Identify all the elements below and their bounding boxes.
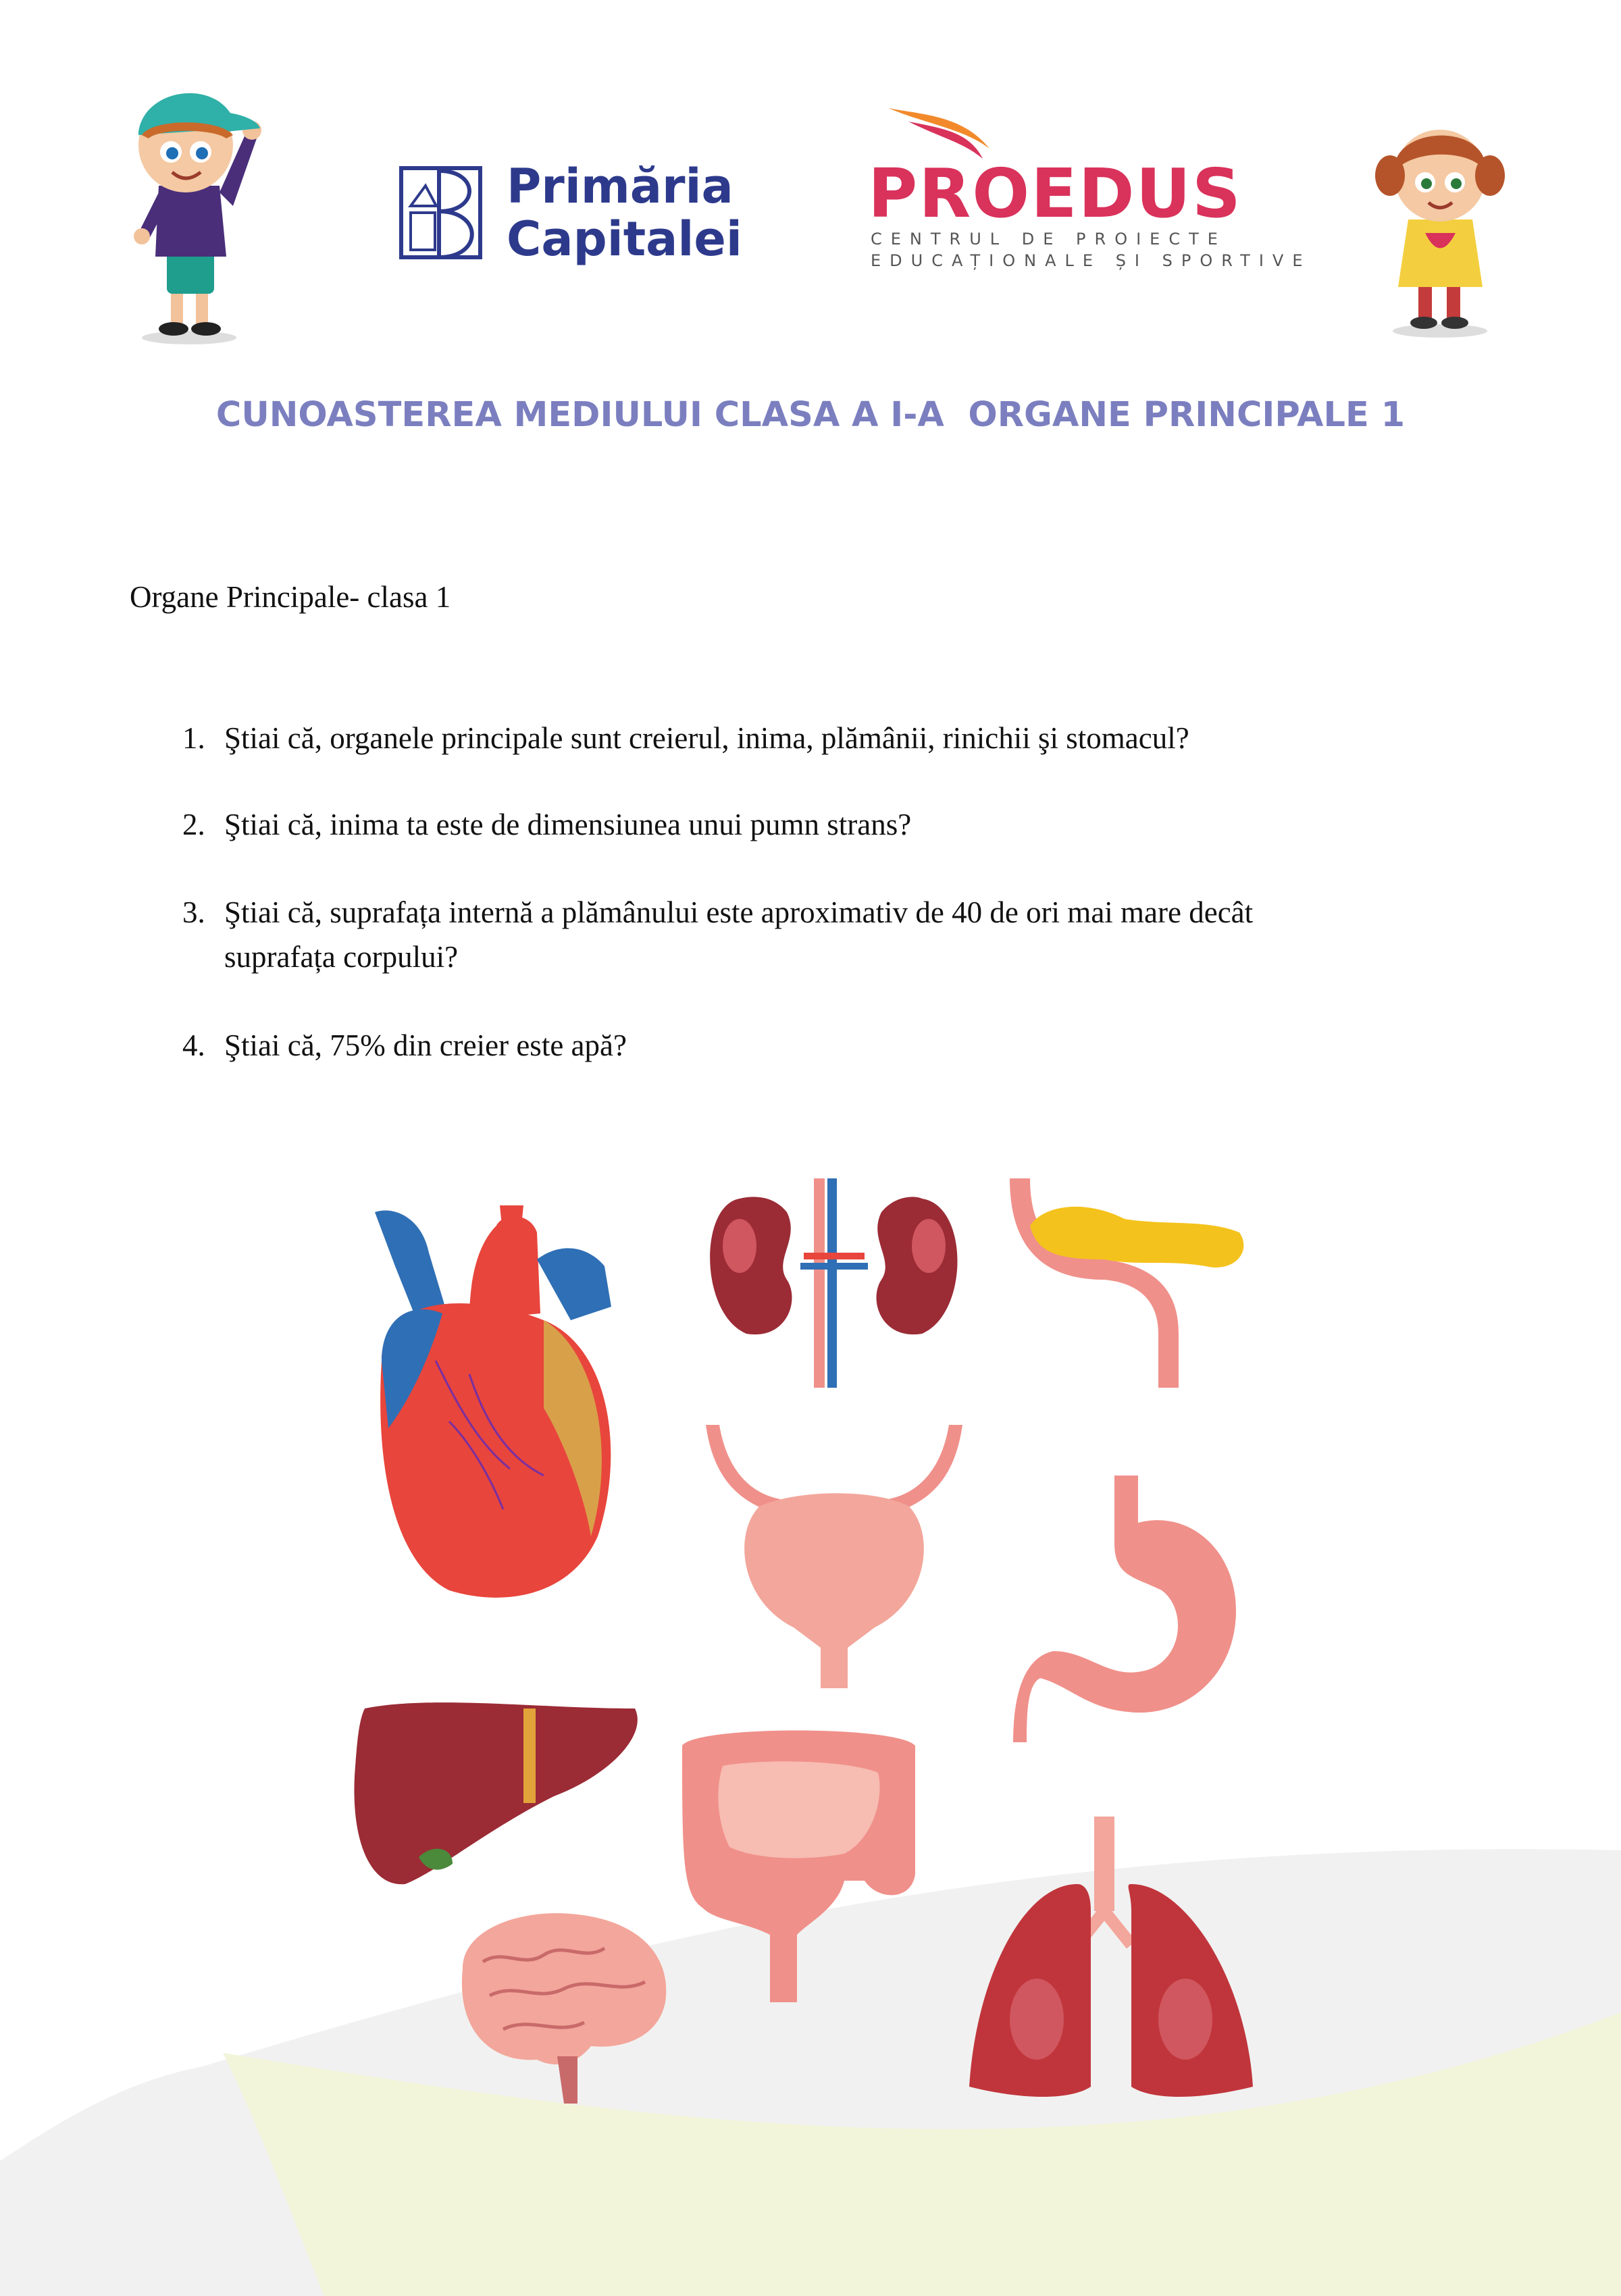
kidneys-organ-image xyxy=(699,1178,969,1388)
heart-organ-image xyxy=(368,1185,628,1607)
lungs-organ-image xyxy=(962,1817,1260,2100)
flame-icon xyxy=(881,101,1017,162)
liver-organ-image xyxy=(351,1695,648,1887)
bladder-organ-image xyxy=(699,1425,969,1688)
fact-text: Ştiai că, suprafața internă a plămânului este aproximativ de 40 de ori mai mare decât xyxy=(224,895,1254,929)
fact-number: 1. xyxy=(182,721,205,755)
primaria-emblem-icon xyxy=(398,165,483,260)
fact-number: 2. xyxy=(182,808,205,841)
fact-text: Ştiai că, organele principale sunt creierul, inima, plămânii, rinichii şi stomacul? xyxy=(224,721,1189,755)
fact-text: Ştiai că, 75% din creier este apă? xyxy=(224,1028,627,1062)
girl-mascot-image xyxy=(1371,108,1510,341)
primaria-line2: Capitalei xyxy=(507,211,742,267)
proedus-subline1: CENTRUL DE PROIECTE xyxy=(871,230,1227,249)
intestines-organ-image xyxy=(675,1719,925,2002)
primaria-capitalei-logo xyxy=(398,159,742,267)
boy-mascot-image xyxy=(111,71,263,348)
fact-text: Ştiai că, inima ta este de dimensiunea unui pumn strans? xyxy=(224,808,912,841)
page-title: CUNOASTEREA MEDIULUI CLASA A I-A ORGANE PRINCIPALE 1 xyxy=(215,395,1406,435)
section-subtitle: Organe Principale- clasa 1 xyxy=(130,580,451,614)
brain-organ-image xyxy=(442,1901,679,2104)
proedus-subline2: EDUCAȚIONALE ȘI SPORTIVE xyxy=(871,251,1312,270)
fact-number: 4. xyxy=(182,1028,205,1062)
fact-number: 3. xyxy=(182,895,205,929)
primaria-line1: Primăria xyxy=(507,159,734,214)
proedus-logo xyxy=(868,101,1312,270)
stomach-organ-image xyxy=(1013,1476,1260,1742)
proedus-wordmark: PROEDUS xyxy=(868,154,1242,233)
fact-text-line2: suprafața corpului? xyxy=(224,940,459,974)
pancreas-organ-image xyxy=(1003,1178,1253,1388)
